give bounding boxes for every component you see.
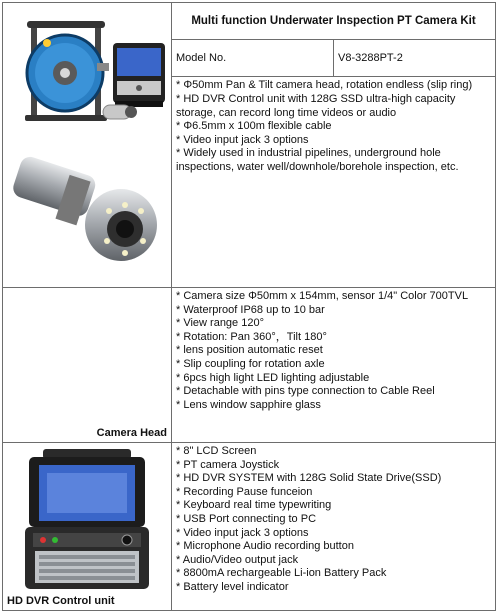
dvr-photo: [3, 443, 171, 593]
kit-photo: [3, 3, 171, 131]
kit-feature: * HD DVR Control unit with 128G SSD ultra-high capacity storage, can record long time videos or audio: [176, 93, 456, 119]
dvr-feature: * 8" LCD Screen: [176, 445, 257, 457]
dvr-feature: * 8800mA rechargeable Li-ion Battery Pack: [176, 567, 387, 580]
dvr-feature: * Video input jack 3 options: [176, 526, 309, 539]
camera-head-photo: [3, 137, 171, 287]
kit-image-cell: [3, 3, 172, 288]
camera-feature: * Camera size Φ50mm x 154mm, sensor 1/4" Color 700TVL: [176, 290, 469, 302]
camera-feature: * Waterproof IP68 up to 10 bar: [176, 303, 325, 316]
model-value: V8-3288PT-2: [334, 40, 496, 77]
camera-head-features: [172, 288, 496, 443]
dvr-feature: * Audio/Video output jack: [176, 553, 299, 566]
kit-feature: * Video input jack 3 options: [176, 133, 309, 146]
kit-feature: * Φ6.5mm x 100m flexible cable: [176, 120, 332, 133]
camera-feature: * Slip coupling for rotation axle: [176, 357, 325, 370]
dvr-caption: HD DVR Control unit: [7, 595, 115, 607]
control-box-icon: [113, 43, 165, 107]
dvr-feature: * Keyboard real time typewriting: [176, 499, 332, 512]
spec-sheet: [2, 2, 496, 607]
camera-head-icon: [11, 154, 157, 261]
camera-head-caption: Camera Head: [96, 427, 167, 439]
kit-features: [172, 77, 496, 288]
cable-reel-icon: [25, 21, 109, 121]
dvr-feature: * Recording Pause funceion: [176, 485, 313, 498]
kit-feature: * Widely used in industrial pipelines, underground hole inspections, water well/downhole/borehole inspection, etc.: [176, 147, 459, 174]
camera-feature: * Detachable with pins type connection to Cable Reel: [176, 385, 435, 398]
camera-head-image-cell: [3, 288, 172, 443]
spec-table: [2, 2, 496, 611]
dvr-feature: * Battery level indicator: [176, 580, 289, 593]
dvr-unit-icon: [25, 449, 149, 589]
dvr-feature: * HD DVR SYSTEM with 128G Solid State Drive(SSD): [176, 472, 442, 485]
dvr-features: [172, 443, 496, 611]
model-label: Model No.: [172, 40, 334, 77]
dvr-feature: * USB Port connecting to PC: [176, 512, 317, 525]
dvr-feature: * Microphone Audio recording button: [176, 540, 354, 553]
camera-feature: * View range 120°: [176, 317, 264, 330]
kit-feature: * Φ50mm Pan & Tilt camera head, rotation endless (slip ring): [176, 79, 473, 92]
camera-feature: * lens position automatic reset: [176, 344, 323, 357]
dvr-image-cell: [3, 443, 172, 611]
dvr-feature: * PT camera Joystick: [176, 458, 280, 471]
camera-feature: * Lens window sapphire glass: [176, 398, 321, 411]
camera-feature: * Rotation: Pan 360°，Tilt 180°: [176, 330, 327, 343]
doc-title: Multi function Underwater Inspection PT Camera Kit: [172, 3, 496, 40]
camera-feature: * 6pcs high light LED lighting adjustable: [176, 371, 370, 384]
small-camera-icon: [103, 105, 137, 119]
